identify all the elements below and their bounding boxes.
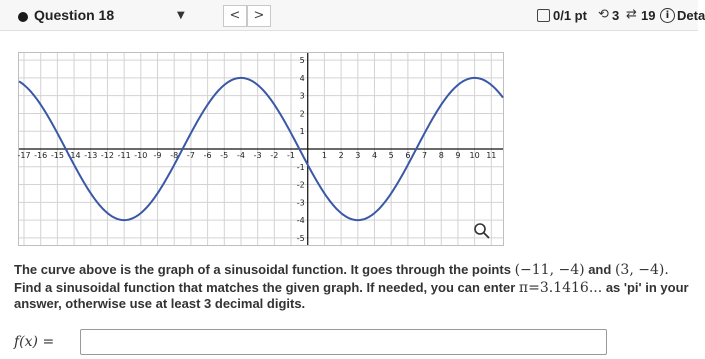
- x-tick-label: -3: [253, 151, 262, 160]
- x-tick-label: 8: [438, 151, 444, 160]
- y-tick-label: 2: [299, 109, 305, 119]
- x-tick-label: 6: [405, 151, 411, 160]
- question-title: Question 18: [34, 7, 115, 23]
- y-tick-label: 4: [299, 73, 305, 83]
- x-tick-label: -2: [270, 151, 279, 160]
- previous-question-button[interactable]: <: [223, 5, 247, 27]
- x-tick-label: 4: [371, 151, 378, 160]
- graph-canvas: [19, 53, 503, 245]
- x-tick-label: 11: [486, 151, 497, 160]
- x-tick-label: -15: [50, 151, 64, 160]
- y-tick-label: -3: [296, 198, 305, 208]
- x-tick-label: -14: [67, 151, 81, 160]
- y-tick-label: 5: [299, 56, 305, 66]
- question-text-3: as 'pi' in your: [605, 280, 689, 295]
- pi-expression: π=3.1416...: [518, 280, 603, 296]
- x-tick-label: -6: [203, 151, 212, 160]
- question-text-2: Find a sinusoidal function that matches the given graph. If needed, you can enter: [14, 280, 516, 295]
- x-tick-label: 5: [388, 151, 394, 160]
- x-tick-label: -17: [17, 151, 31, 160]
- x-tick-label: -5: [220, 151, 229, 160]
- question-header: [0, 0, 705, 31]
- y-tick-label: -1: [296, 162, 305, 172]
- question-line-3: answer, otherwise use at least 3 decimal digits.: [14, 296, 306, 311]
- answer-input[interactable]: [80, 329, 607, 355]
- question-text-1: The curve above is the graph of a sinusoidal function. It goes through the points: [14, 262, 511, 277]
- score-check-icon: [537, 9, 550, 22]
- x-tick-label: -12: [100, 151, 114, 160]
- y-tick-label: -2: [296, 180, 305, 190]
- y-tick-label: -4: [296, 216, 305, 226]
- score-text: 0/1 pt: [553, 8, 587, 23]
- x-tick-label: -9: [153, 151, 162, 160]
- point-1: (−11, −4): [514, 262, 585, 278]
- x-tick-label: 3: [355, 151, 361, 160]
- details-link[interactable]: Deta: [677, 8, 705, 23]
- x-tick-label: 9: [455, 151, 461, 160]
- x-tick-label: 2: [338, 151, 344, 160]
- answer-label: f(x) =: [14, 334, 55, 350]
- x-tick-label: 1: [321, 151, 327, 160]
- status-dot-icon: [18, 12, 28, 22]
- x-tick-label: -11: [117, 151, 131, 160]
- x-tick-label: -1: [287, 151, 296, 160]
- x-tick-label: -7: [186, 151, 195, 160]
- y-tick-label: -5: [296, 233, 305, 243]
- retry-icon: ⟲: [598, 7, 609, 22]
- question-line-1: [14, 262, 694, 278]
- x-tick-label: -13: [84, 151, 98, 160]
- question-dropdown-icon[interactable]: ▼: [177, 10, 185, 21]
- x-tick-label: 7: [422, 151, 428, 160]
- point-2: (3, −4).: [614, 262, 669, 278]
- retries-count: 3: [612, 8, 620, 23]
- question-line-2: [14, 280, 694, 296]
- info-icon[interactable]: i: [660, 8, 675, 23]
- sinusoid-graph: [18, 52, 504, 246]
- conjunction-text: and: [588, 262, 612, 277]
- y-tick-label: 3: [299, 91, 305, 101]
- x-tick-label: -4: [236, 151, 245, 160]
- x-tick-label: -8: [170, 151, 179, 160]
- x-tick-label: -16: [34, 151, 48, 160]
- attempts-icon: ⇄: [626, 7, 637, 22]
- x-tick-label: -10: [134, 151, 148, 160]
- y-tick-label: 1: [299, 127, 305, 137]
- magnifier-icon[interactable]: [475, 224, 489, 238]
- attempts-count: 19: [641, 8, 656, 23]
- x-tick-label: 10: [469, 151, 480, 160]
- next-question-button[interactable]: >: [247, 5, 271, 27]
